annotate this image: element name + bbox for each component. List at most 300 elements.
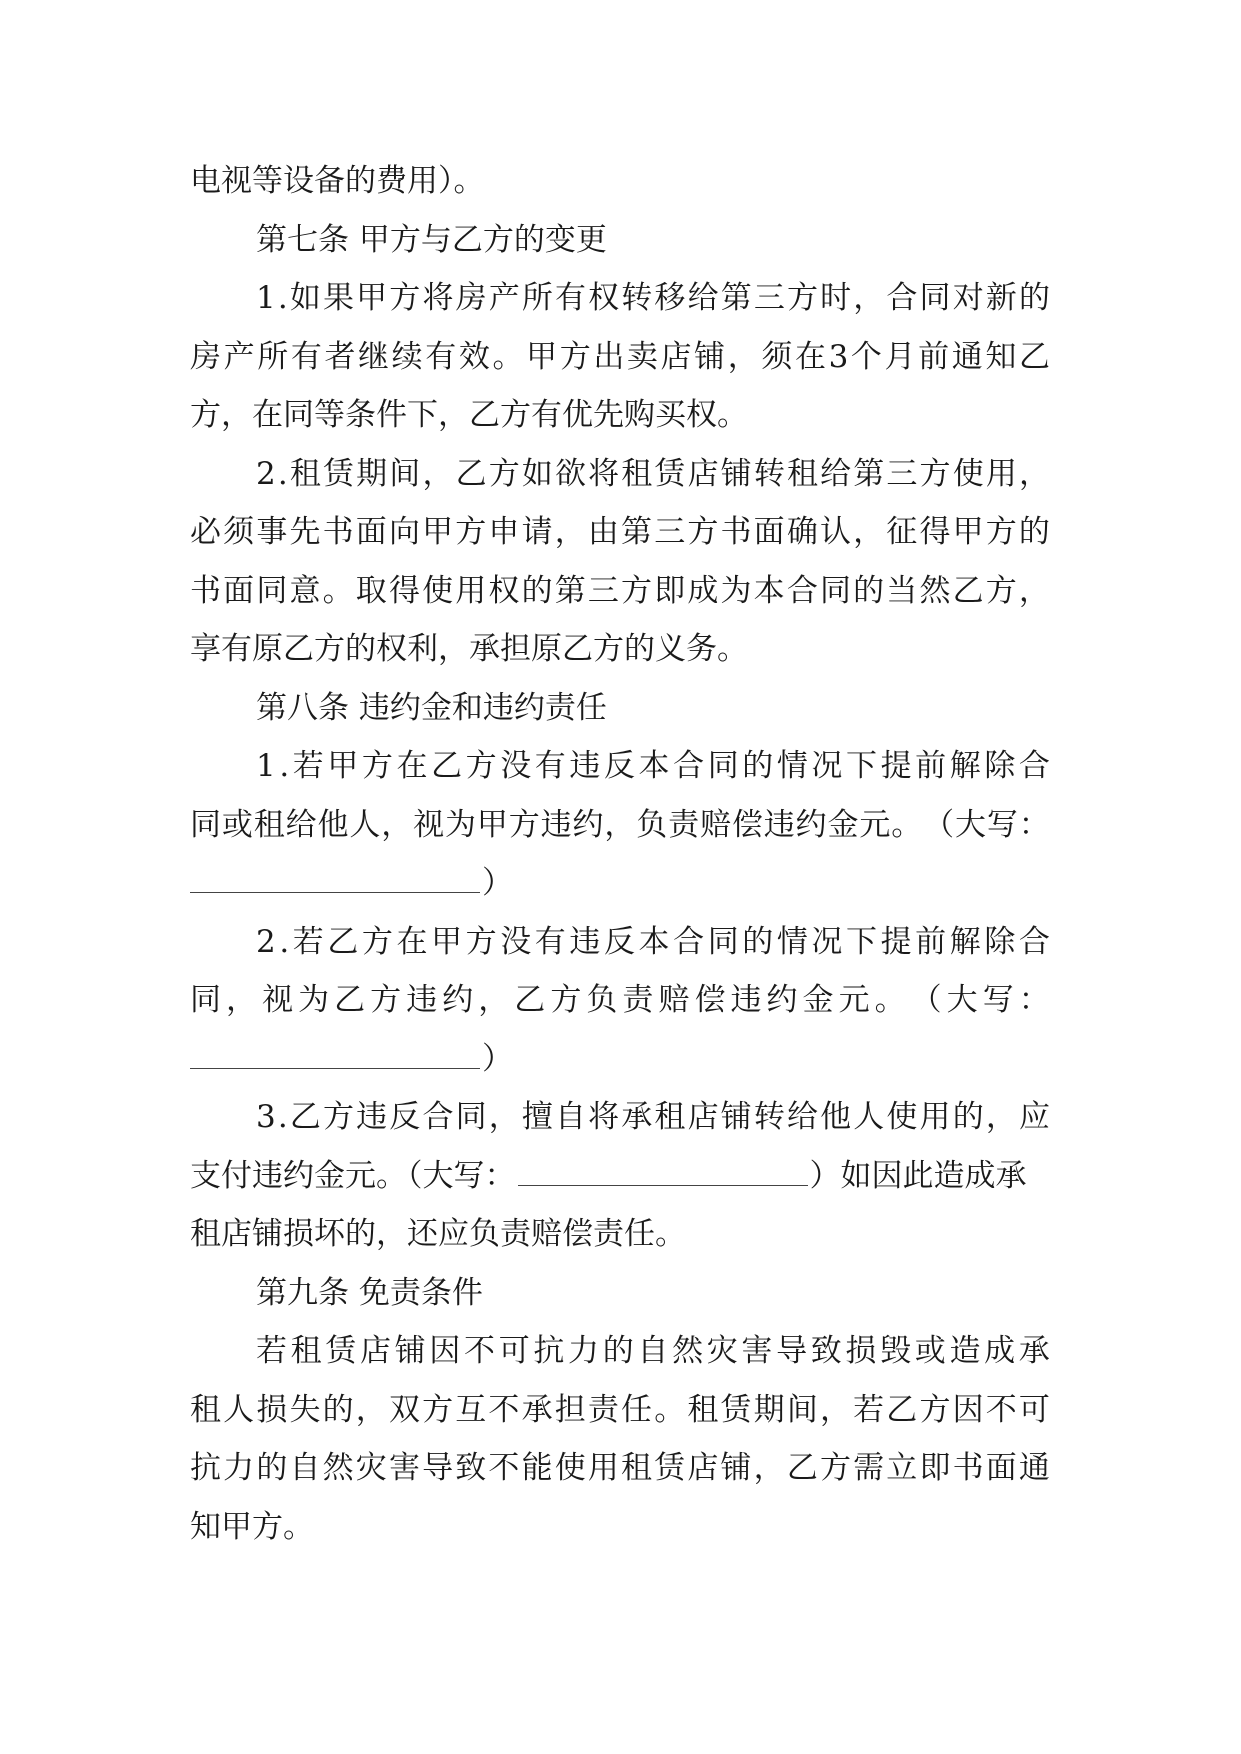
line-char: 赔 bbox=[658, 982, 690, 1018]
line-char: 元 bbox=[838, 982, 870, 1018]
line-char: 方 bbox=[621, 572, 653, 609]
line-char: 将 bbox=[422, 280, 454, 316]
line-char: 得 bbox=[388, 572, 420, 609]
line-char: 书 bbox=[322, 514, 354, 550]
line-char: 将 bbox=[588, 455, 620, 492]
line-char: 书 bbox=[720, 514, 752, 550]
text-line bbox=[190, 1147, 1050, 1206]
line-char: 认 bbox=[819, 514, 851, 550]
line-char: 为 bbox=[720, 572, 752, 609]
line-char: 方 bbox=[361, 748, 393, 784]
line-char: 约 bbox=[572, 806, 604, 843]
line-char: 租 bbox=[290, 1333, 322, 1369]
line-char: ， bbox=[381, 806, 413, 843]
line-char: 移 bbox=[654, 280, 686, 316]
line-char: ， bbox=[853, 514, 885, 550]
line-char: ， bbox=[478, 982, 510, 1018]
line-char: 反 bbox=[389, 1099, 421, 1135]
line-char: 给 bbox=[687, 280, 719, 316]
line-char: 意 bbox=[289, 572, 321, 609]
line-char: 卖 bbox=[626, 338, 658, 375]
line-char: 视 bbox=[413, 806, 445, 843]
line-char: 合 bbox=[1018, 748, 1050, 784]
line-char: 欲 bbox=[555, 455, 586, 492]
line-char: 。 bbox=[322, 572, 354, 609]
line-char: 。 bbox=[492, 338, 524, 375]
line-char: 。 bbox=[874, 982, 906, 1018]
line-char: 租 bbox=[190, 1391, 221, 1428]
line-char: 即 bbox=[654, 572, 686, 609]
line-char: 若 bbox=[292, 923, 324, 960]
line-char: 解 bbox=[949, 748, 981, 784]
line-char: 用 bbox=[919, 1099, 951, 1135]
line-char: 乙 bbox=[886, 1391, 918, 1428]
line-char: 害 bbox=[388, 1450, 420, 1486]
line-char: 元 bbox=[859, 806, 891, 843]
line-char: 3 bbox=[256, 1099, 276, 1135]
line-char: 然 bbox=[919, 572, 951, 609]
line-char: 方 bbox=[465, 923, 497, 960]
line-char: 除 bbox=[984, 923, 1016, 960]
line-char: 效 bbox=[458, 338, 490, 375]
line-char: 间 bbox=[786, 1391, 818, 1428]
line-char: 店 bbox=[660, 338, 692, 375]
line-char: 本 bbox=[753, 572, 785, 609]
line-char: 铺 bbox=[720, 1450, 752, 1486]
line-char: 不 bbox=[464, 1333, 496, 1369]
line-char: 约 bbox=[766, 982, 798, 1018]
line-char: 不 bbox=[488, 1450, 520, 1486]
line-char: 擅 bbox=[521, 1099, 553, 1135]
line-char: 取 bbox=[355, 572, 387, 609]
line-char: 没 bbox=[500, 923, 532, 960]
line-char: 损 bbox=[256, 1391, 288, 1428]
line-char: 乙 bbox=[1018, 338, 1050, 375]
line-char: 转 bbox=[753, 455, 785, 492]
line-char: 方 bbox=[919, 455, 951, 492]
line-char: 铺 bbox=[720, 1099, 752, 1135]
text-line bbox=[190, 737, 1050, 796]
line-char: ， bbox=[727, 338, 759, 375]
line-char: 请 bbox=[521, 514, 553, 550]
text-line bbox=[190, 1498, 1050, 1557]
line-char: 违 bbox=[569, 748, 601, 784]
line-char: 3 bbox=[828, 338, 849, 375]
line-char: 产 bbox=[488, 280, 520, 316]
line-char: 赁 bbox=[654, 455, 686, 492]
line-char: 期 bbox=[356, 455, 388, 492]
line-char: 给 bbox=[820, 455, 852, 492]
line-char: 间 bbox=[389, 455, 421, 492]
line-char: 。 bbox=[654, 1391, 686, 1428]
line-char: 将 bbox=[588, 1099, 620, 1135]
text-line bbox=[190, 1439, 1050, 1498]
line-char: 的 bbox=[853, 572, 885, 609]
fill-in-blank[interactable] bbox=[518, 1155, 808, 1186]
line-char: 然 bbox=[322, 1450, 354, 1486]
line-char: 方 bbox=[389, 280, 421, 316]
line-char: 如 bbox=[521, 455, 553, 492]
line-char: 甲 bbox=[476, 806, 508, 843]
line-char: 偿 bbox=[731, 806, 763, 843]
line-char: 负 bbox=[636, 806, 668, 843]
line-char: 店 bbox=[687, 1099, 719, 1135]
line-char: 方 bbox=[687, 514, 719, 550]
line-char: 面 bbox=[753, 514, 785, 550]
line-char: 合 bbox=[886, 280, 918, 316]
line-char: 权 bbox=[588, 280, 620, 316]
text-line bbox=[190, 1205, 1050, 1264]
line-char: 1 bbox=[256, 280, 276, 316]
line-char: 给 bbox=[786, 1099, 818, 1135]
line-char: 店 bbox=[687, 1450, 719, 1486]
line-char: . bbox=[279, 923, 290, 960]
line-char: 给 bbox=[285, 806, 317, 843]
line-char: 权 bbox=[488, 572, 520, 609]
line-char: 转 bbox=[621, 280, 653, 316]
line-char: 致 bbox=[455, 1450, 487, 1486]
line-char: 的 bbox=[742, 748, 774, 784]
line-char: 事 bbox=[256, 514, 288, 550]
line-char: 大 bbox=[946, 982, 978, 1018]
line-char: 可 bbox=[1018, 1391, 1050, 1428]
line-char: 。 bbox=[891, 806, 923, 843]
line-char: 金 bbox=[827, 806, 859, 843]
line-char: 乙 bbox=[431, 748, 463, 784]
line-char: . bbox=[277, 280, 288, 316]
line-char: 所 bbox=[521, 280, 553, 316]
line-char: 责 bbox=[622, 982, 654, 1018]
line-char: 人 bbox=[223, 1391, 255, 1428]
line-char: 时 bbox=[820, 280, 852, 316]
line-char: ： bbox=[1018, 806, 1050, 843]
line-char: 三 bbox=[654, 514, 686, 550]
line-char: 自 bbox=[289, 1450, 321, 1486]
line-char: 方 bbox=[455, 514, 487, 550]
line-char: 灾 bbox=[355, 1450, 387, 1486]
line-text: 电视等设备的费用）。 bbox=[190, 163, 485, 199]
line-char: 约 bbox=[442, 982, 474, 1018]
line-char: 2 bbox=[256, 923, 276, 960]
article-heading bbox=[190, 1264, 1050, 1323]
line-char: 况 bbox=[811, 748, 843, 784]
line-char: 产 bbox=[223, 338, 255, 375]
line-char: 甲 bbox=[431, 923, 463, 960]
line-char: 赁 bbox=[654, 1450, 686, 1486]
line-char: 方 bbox=[488, 455, 520, 492]
line-char: 的 bbox=[256, 1450, 288, 1486]
line-text: 方，在同等条件下，乙方有优先购买权。 bbox=[190, 397, 748, 433]
line-char: 铺 bbox=[694, 338, 726, 375]
line-char: 下 bbox=[846, 923, 877, 960]
line-char: . bbox=[277, 455, 288, 492]
text-line bbox=[190, 913, 1050, 972]
line-char: 反 bbox=[603, 748, 635, 784]
line-char: 导 bbox=[422, 1450, 454, 1486]
line-char: 出 bbox=[593, 338, 625, 375]
line-char: 方 bbox=[919, 1391, 951, 1428]
line-char: ， bbox=[355, 1391, 387, 1428]
line-char: 三 bbox=[587, 572, 619, 609]
line-char: 的 bbox=[952, 1099, 984, 1135]
line-char: 本 bbox=[638, 923, 670, 960]
line-char: 的 bbox=[602, 1333, 634, 1369]
text-line bbox=[190, 1088, 1050, 1147]
line-char: 方 bbox=[819, 1450, 851, 1486]
line-char: 可 bbox=[498, 1333, 530, 1369]
line-char: 确 bbox=[786, 514, 818, 550]
line-char: 合 bbox=[673, 923, 705, 960]
text-line bbox=[190, 620, 1050, 679]
line-char: 铺 bbox=[720, 455, 752, 492]
line-char: 甲 bbox=[422, 514, 454, 550]
line-char: 毁 bbox=[880, 1333, 912, 1369]
line-char: 申 bbox=[488, 514, 520, 550]
line-char: 即 bbox=[919, 1450, 951, 1486]
line-char: 任 bbox=[621, 1391, 653, 1428]
line-char: 三 bbox=[886, 455, 918, 492]
line-char: 同 bbox=[190, 982, 221, 1018]
line-char: 用 bbox=[985, 455, 1017, 492]
line-char: 方 bbox=[361, 923, 393, 960]
line-char: 新 bbox=[985, 280, 1017, 316]
line-char: ： bbox=[1018, 982, 1050, 1018]
line-char: 他 bbox=[317, 806, 349, 843]
line-char: ， bbox=[488, 1099, 520, 1135]
line-char: 向 bbox=[388, 514, 420, 550]
line-char: 用 bbox=[587, 1450, 619, 1486]
line-char: 甲 bbox=[526, 338, 558, 375]
line-char: （ bbox=[923, 806, 955, 843]
line-char: 甲 bbox=[952, 514, 984, 550]
line-char: 者 bbox=[324, 338, 356, 375]
line-text: 支付违约金元。（大写： bbox=[190, 1157, 516, 1194]
line-char: 双 bbox=[388, 1391, 420, 1428]
line-char: 自 bbox=[637, 1333, 669, 1369]
heading-text: 第七条 甲方与乙方的变更 bbox=[256, 221, 607, 258]
line-char: 继 bbox=[358, 338, 390, 375]
line-char: 反 bbox=[603, 923, 635, 960]
line-char: 力 bbox=[568, 1333, 600, 1369]
line-char: 致 bbox=[810, 1333, 842, 1369]
line-char: 当 bbox=[886, 572, 918, 609]
line-char: 使 bbox=[422, 572, 454, 609]
line-char: 立 bbox=[886, 1450, 918, 1486]
line-char: 同 bbox=[707, 748, 739, 784]
line-char: 得 bbox=[919, 514, 951, 550]
line-char: 没 bbox=[500, 748, 532, 784]
line-char: 面 bbox=[985, 1450, 1017, 1486]
line-char: 租 bbox=[621, 455, 653, 492]
line-char: 造 bbox=[949, 1333, 981, 1369]
text-line bbox=[190, 152, 1050, 211]
line-char: 租 bbox=[687, 1391, 719, 1428]
line-char: 通 bbox=[951, 338, 983, 375]
line-char: 店 bbox=[360, 1333, 392, 1369]
line-char: 书 bbox=[952, 1450, 984, 1486]
line-char: 违 bbox=[730, 982, 762, 1018]
line-char: 人 bbox=[349, 806, 381, 843]
line-char: 面 bbox=[223, 572, 255, 609]
line-char: 方 bbox=[985, 514, 1017, 550]
line-char: 赁 bbox=[323, 455, 355, 492]
line-char: 导 bbox=[776, 1333, 808, 1369]
line-char: 方 bbox=[985, 572, 1017, 609]
line-char: 有 bbox=[290, 338, 322, 375]
line-char: 承 bbox=[521, 1391, 553, 1428]
line-char: 2 bbox=[256, 455, 276, 492]
line-char: 铺 bbox=[394, 1333, 426, 1369]
line-char: ， bbox=[422, 455, 454, 492]
line-char: 使 bbox=[952, 455, 984, 492]
line-char: 1 bbox=[256, 748, 276, 784]
line-char: 乙 bbox=[327, 923, 359, 960]
line-char: 应 bbox=[1018, 1099, 1050, 1135]
line-char: 抗 bbox=[190, 1450, 221, 1486]
line-char: 的 bbox=[742, 923, 774, 960]
line-char: ， bbox=[985, 1099, 1017, 1135]
article-heading bbox=[190, 211, 1050, 270]
text-line bbox=[190, 796, 1050, 855]
fill-in-blank[interactable] bbox=[190, 862, 480, 893]
line-char: 先 bbox=[289, 514, 321, 550]
line-char: 必 bbox=[190, 514, 221, 550]
line-char: 自 bbox=[555, 1099, 586, 1135]
line-char: 违 bbox=[569, 923, 601, 960]
line-char: 负 bbox=[586, 982, 618, 1018]
line-char: 转 bbox=[753, 1099, 785, 1135]
line-char: 抗 bbox=[533, 1333, 565, 1369]
line-char: 甲 bbox=[327, 748, 359, 784]
line-char: 写 bbox=[982, 982, 1014, 1018]
text-line bbox=[190, 386, 1050, 445]
line-char: 责 bbox=[668, 806, 700, 843]
line-char: 使 bbox=[886, 1099, 918, 1135]
line-text: 租店铺损坏的，还应负责赔偿责任。 bbox=[190, 1216, 686, 1252]
line-char: 期 bbox=[753, 1391, 785, 1428]
line-char: 况 bbox=[811, 923, 843, 960]
line-char: 同 bbox=[190, 806, 221, 843]
line-char: 月 bbox=[884, 338, 916, 375]
line-char: ， bbox=[853, 280, 885, 316]
line-char: 需 bbox=[853, 1450, 885, 1486]
line-char: 为 bbox=[445, 806, 476, 843]
line-char: 同 bbox=[455, 1099, 487, 1135]
line-char: 租 bbox=[289, 455, 321, 492]
text-line bbox=[190, 503, 1050, 562]
line-char: 租 bbox=[654, 1099, 686, 1135]
line-char: 解 bbox=[949, 923, 981, 960]
line-char: 成 bbox=[984, 1333, 1016, 1369]
line-char: ， bbox=[554, 514, 586, 550]
line-char: 须 bbox=[223, 514, 255, 550]
line-char: 下 bbox=[846, 748, 877, 784]
line-char: （ bbox=[910, 982, 942, 1018]
line-char: 合 bbox=[673, 748, 705, 784]
line-char: 方 bbox=[508, 806, 540, 843]
line-char: 提 bbox=[880, 748, 912, 784]
line-char: 偿 bbox=[694, 982, 726, 1018]
line-char: 须 bbox=[761, 338, 793, 375]
line-char: ， bbox=[1018, 572, 1050, 609]
line-char: 乙 bbox=[514, 982, 546, 1018]
line-char: 用 bbox=[455, 572, 487, 609]
text-line bbox=[190, 562, 1050, 621]
line-char: 第 bbox=[720, 280, 752, 316]
line-char: 不 bbox=[488, 1391, 520, 1428]
line-char: 或 bbox=[914, 1333, 946, 1369]
line-text: ） bbox=[482, 865, 513, 901]
line-char: 如 bbox=[289, 280, 321, 316]
line-char: 合 bbox=[1018, 923, 1050, 960]
line-char: 的 bbox=[1018, 514, 1050, 550]
line-char: 方 bbox=[370, 982, 402, 1018]
line-char: 第 bbox=[621, 514, 653, 550]
line-char: . bbox=[279, 748, 290, 784]
line-char: 在 bbox=[396, 923, 428, 960]
line-char: 承 bbox=[621, 1099, 653, 1135]
line-char: 若 bbox=[292, 748, 324, 784]
line-char: 前 bbox=[915, 748, 947, 784]
line-char: 赁 bbox=[325, 1333, 357, 1369]
line-char: ， bbox=[753, 1450, 785, 1486]
line-char: 同 bbox=[919, 280, 951, 316]
line-char: 方 bbox=[559, 338, 591, 375]
line-char: 金 bbox=[802, 982, 834, 1018]
line-char: 的 bbox=[1018, 280, 1050, 316]
line-char: 提 bbox=[880, 923, 912, 960]
line-char: 违 bbox=[356, 1099, 388, 1135]
text-line bbox=[190, 971, 1050, 1030]
line-text: 享有原乙方的权利，承担原乙方的义务。 bbox=[190, 631, 748, 667]
line-char: 情 bbox=[776, 748, 808, 784]
line-char: 失 bbox=[289, 1391, 321, 1428]
line-char: 房 bbox=[190, 338, 221, 375]
line-char: 赔 bbox=[700, 806, 731, 843]
line-char: 力 bbox=[223, 1450, 255, 1486]
line-char: 同 bbox=[256, 572, 288, 609]
line-char: . bbox=[277, 1099, 288, 1135]
line-char: 知 bbox=[985, 338, 1017, 375]
line-char: 灾 bbox=[706, 1333, 738, 1369]
line-char: 若 bbox=[256, 1333, 287, 1369]
line-char: 除 bbox=[984, 748, 1016, 784]
line-char: 书 bbox=[190, 572, 221, 609]
text-line bbox=[190, 269, 1050, 328]
line-char: 人 bbox=[853, 1099, 885, 1135]
line-char: 同 bbox=[819, 572, 851, 609]
line-char: 能 bbox=[521, 1450, 553, 1486]
line-char: 写 bbox=[986, 806, 1018, 843]
fill-in-blank[interactable] bbox=[190, 1038, 480, 1069]
text-line bbox=[190, 445, 1050, 504]
line-char: 本 bbox=[638, 748, 670, 784]
line-char: 方 bbox=[550, 982, 582, 1018]
line-char: 成 bbox=[687, 572, 719, 609]
line-char: 为 bbox=[298, 982, 330, 1018]
line-char: 违 bbox=[763, 806, 795, 843]
text-line bbox=[190, 1381, 1050, 1440]
line-char: 租 bbox=[786, 455, 818, 492]
line-char: 责 bbox=[587, 1391, 619, 1428]
line-char: 前 bbox=[918, 338, 950, 375]
line-char: 害 bbox=[741, 1333, 773, 1369]
line-char: 情 bbox=[776, 923, 808, 960]
fill-in-line bbox=[190, 854, 1050, 913]
line-char: 合 bbox=[786, 572, 818, 609]
line-char: 租 bbox=[621, 1450, 653, 1486]
line-char: 乙 bbox=[455, 455, 487, 492]
